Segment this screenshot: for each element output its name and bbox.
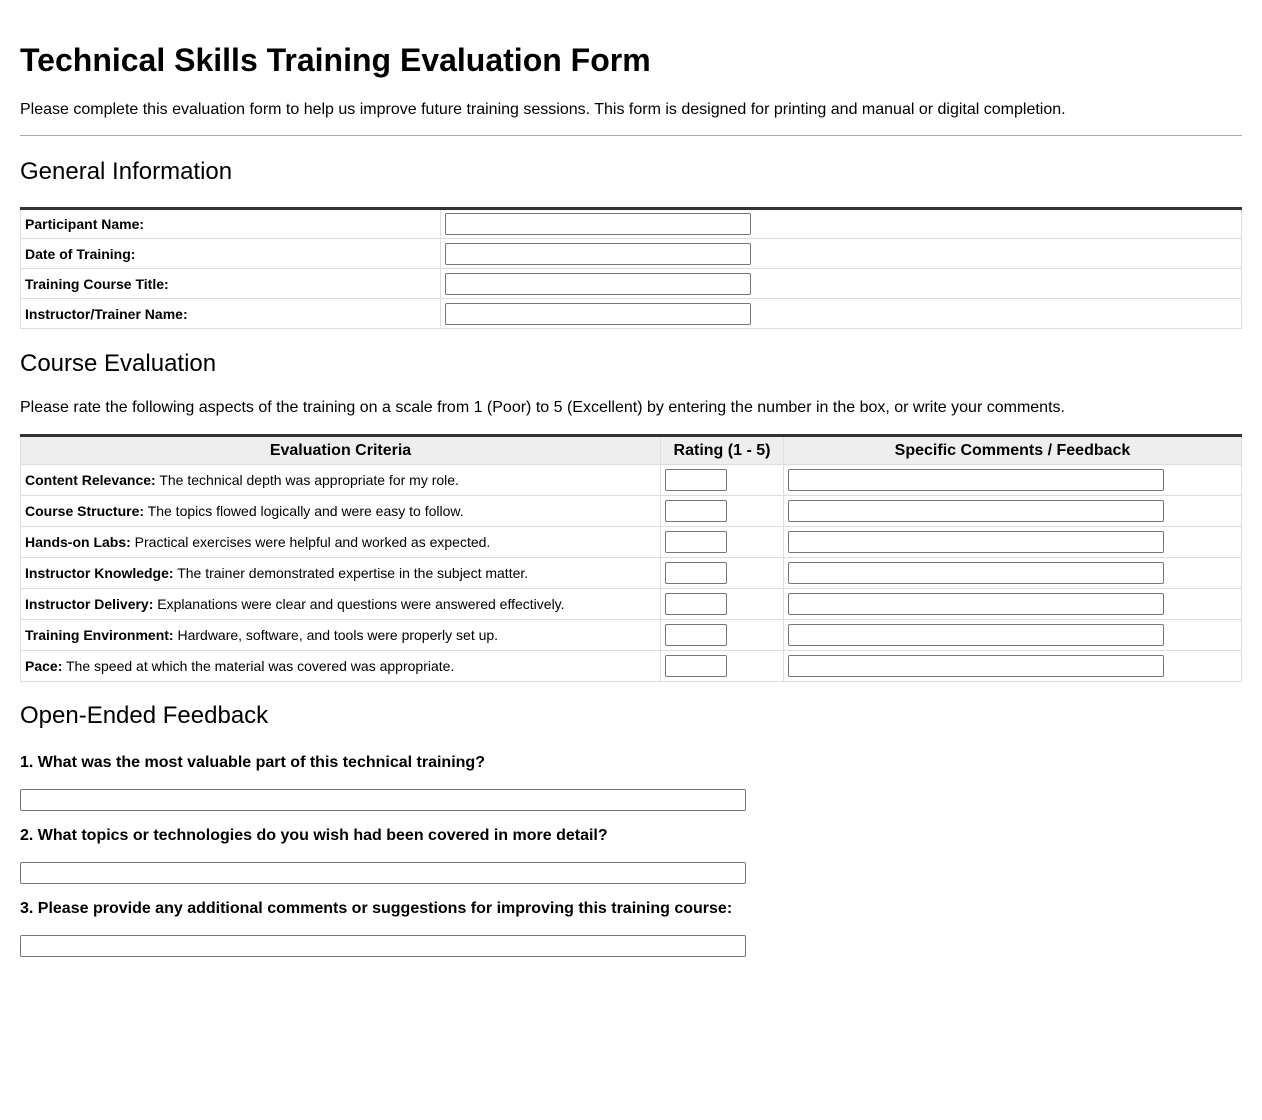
criteria-name: Instructor Delivery:: [25, 596, 154, 612]
comment-input[interactable]: [788, 624, 1164, 646]
criteria-cell: [21, 589, 661, 620]
answer-3-field[interactable]: [20, 935, 746, 957]
rating-input[interactable]: [665, 531, 727, 553]
open-ended-feedback-heading: Open-Ended Feedback: [20, 702, 269, 729]
training-course-title-field[interactable]: [445, 273, 751, 295]
general-information-heading: General Information: [20, 158, 233, 185]
question-2: 2. What topics or technologies do you wish had been covered in more detail?: [20, 827, 608, 844]
intro-text: Please complete this evaluation form to help us improve future training sessions. This form is designed for printing and manual or digital completion.: [20, 101, 1066, 118]
column-header-rating: Rating (1 - 5): [661, 436, 784, 465]
answer-2-field[interactable]: [20, 862, 746, 884]
criteria-name: Instructor Knowledge:: [25, 565, 174, 581]
criteria-description: The technical depth was appropriate for my role.: [155, 472, 459, 488]
participant-name-label: Participant Name:: [21, 209, 441, 239]
instructor-name-field[interactable]: [445, 303, 751, 325]
instructor-name-label: Instructor/Trainer Name:: [21, 299, 441, 329]
criteria-cell: [21, 496, 661, 527]
table-row: [21, 239, 1242, 269]
rating-input[interactable]: [665, 562, 727, 584]
question-3: 3. Please provide any additional comments or suggestions for improving this training course:: [20, 900, 733, 917]
table-row: [21, 651, 1242, 682]
criteria-name: Pace:: [25, 658, 63, 674]
comment-input[interactable]: [788, 593, 1164, 615]
criteria-name: Content Relevance:: [25, 472, 156, 488]
column-header-comments: Specific Comments / Feedback: [784, 436, 1242, 465]
rating-input[interactable]: [665, 655, 727, 677]
comment-input[interactable]: [788, 531, 1164, 553]
participant-name-field[interactable]: [445, 213, 751, 235]
criteria-description: The speed at which the material was covered was appropriate.: [62, 658, 455, 674]
table-row: [21, 558, 1242, 589]
criteria-cell: [21, 527, 661, 558]
comment-input[interactable]: [788, 655, 1164, 677]
criteria-description: The topics flowed logically and were easy to follow.: [144, 503, 464, 519]
table-row: [21, 496, 1242, 527]
rating-input[interactable]: [665, 469, 727, 491]
criteria-description: Hardware, software, and tools were properly set up.: [173, 627, 499, 643]
table-row: [21, 465, 1242, 496]
table-header-row: [21, 436, 1242, 465]
answer-1-field[interactable]: [20, 789, 746, 811]
comment-input[interactable]: [788, 500, 1164, 522]
criteria-description: The trainer demonstrated expertise in the subject matter.: [173, 565, 529, 581]
general-information-table: [20, 207, 1242, 329]
training-course-title-label: Training Course Title:: [21, 269, 441, 299]
table-row: [21, 620, 1242, 651]
question-1: 1. What was the most valuable part of this technical training?: [20, 754, 485, 771]
course-evaluation-table: [20, 434, 1242, 682]
date-of-training-field[interactable]: [445, 243, 751, 265]
criteria-cell: [21, 620, 661, 651]
course-evaluation-heading: Course Evaluation: [20, 350, 217, 377]
divider: [20, 135, 1242, 136]
rating-input[interactable]: [665, 500, 727, 522]
page-title: Technical Skills Training Evaluation Form: [20, 42, 651, 78]
date-of-training-label: Date of Training:: [21, 239, 441, 269]
table-row: [21, 209, 1242, 239]
criteria-name: Course Structure:: [25, 503, 145, 519]
rating-input[interactable]: [665, 624, 727, 646]
column-header-criteria: Evaluation Criteria: [21, 436, 661, 465]
comment-input[interactable]: [788, 469, 1164, 491]
criteria-name: Training Environment:: [25, 627, 174, 643]
criteria-name: Hands-on Labs:: [25, 534, 131, 550]
rating-instructions: Please rate the following aspects of the training on a scale from 1 (Poor) to 5 (Excellent) by entering the number in the box, or write your comments.: [20, 399, 1065, 416]
table-row: [21, 269, 1242, 299]
table-row: [21, 527, 1242, 558]
table-row: [21, 589, 1242, 620]
criteria-cell: [21, 558, 661, 589]
table-row: [21, 299, 1242, 329]
criteria-cell: [21, 651, 661, 682]
criteria-cell: [21, 465, 661, 496]
criteria-description: Practical exercises were helpful and worked as expected.: [130, 534, 491, 550]
comment-input[interactable]: [788, 562, 1164, 584]
rating-input[interactable]: [665, 593, 727, 615]
criteria-description: Explanations were clear and questions were answered effectively.: [153, 596, 565, 612]
